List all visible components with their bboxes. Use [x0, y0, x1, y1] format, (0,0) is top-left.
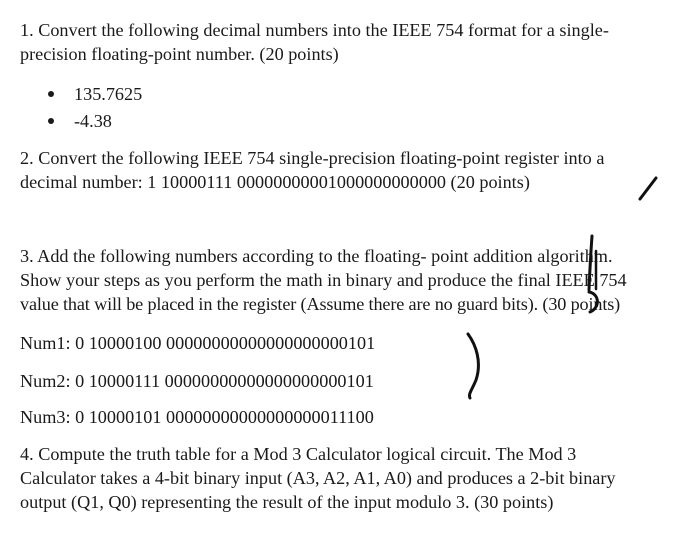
q4-line-1: 4. Compute the truth table for a Mod 3 Calculator logical circuit. The Mod 3 [20, 444, 577, 464]
q2-line-1: 2. Convert the following IEEE 754 single-precision floating-point register into a [20, 148, 605, 168]
q3-line-3: value that will be placed in the register (Assume there are no guard bits). (30 points) [20, 294, 621, 314]
q1-line-1: 1. Convert the following decimal numbers into the IEEE 754 format for a single- [20, 20, 609, 40]
bullet-icon [48, 91, 54, 97]
q3-num2: Num2: 0 10000111 00000000000000000000101 [20, 371, 374, 391]
q3-line-2: Show your steps as you perform the math in binary and produce the final IEEE 754 [20, 270, 627, 290]
q1-item-1: 135.7625 [74, 84, 143, 104]
q3-line-1: 3. Add the following numbers according to the floating- point addition algorithm. [20, 246, 613, 266]
q3-num1: Num1: 0 10000100 00000000000000000000101 [20, 333, 376, 353]
q2-line-2: decimal number: 1 10000111 00000000001000000000000 (20 points) [20, 172, 530, 192]
pen-bracket-mark [468, 334, 478, 398]
bullet-icon [48, 118, 54, 124]
pen-slash-mark [640, 178, 656, 199]
q1-item-2: -4.38 [74, 111, 112, 131]
q3-num3: Num3: 0 10000101 00000000000000000011100 [20, 407, 374, 427]
q1-line-2: precision floating-point number. (20 points) [20, 44, 339, 64]
q4-line-2: Calculator takes a 4-bit binary input (A3, A2, A1, A0) and produces a 2-bit binary [20, 468, 616, 488]
q4-line-3: output (Q1, Q0) representing the result of the input modulo 3. (30 points) [20, 492, 554, 512]
